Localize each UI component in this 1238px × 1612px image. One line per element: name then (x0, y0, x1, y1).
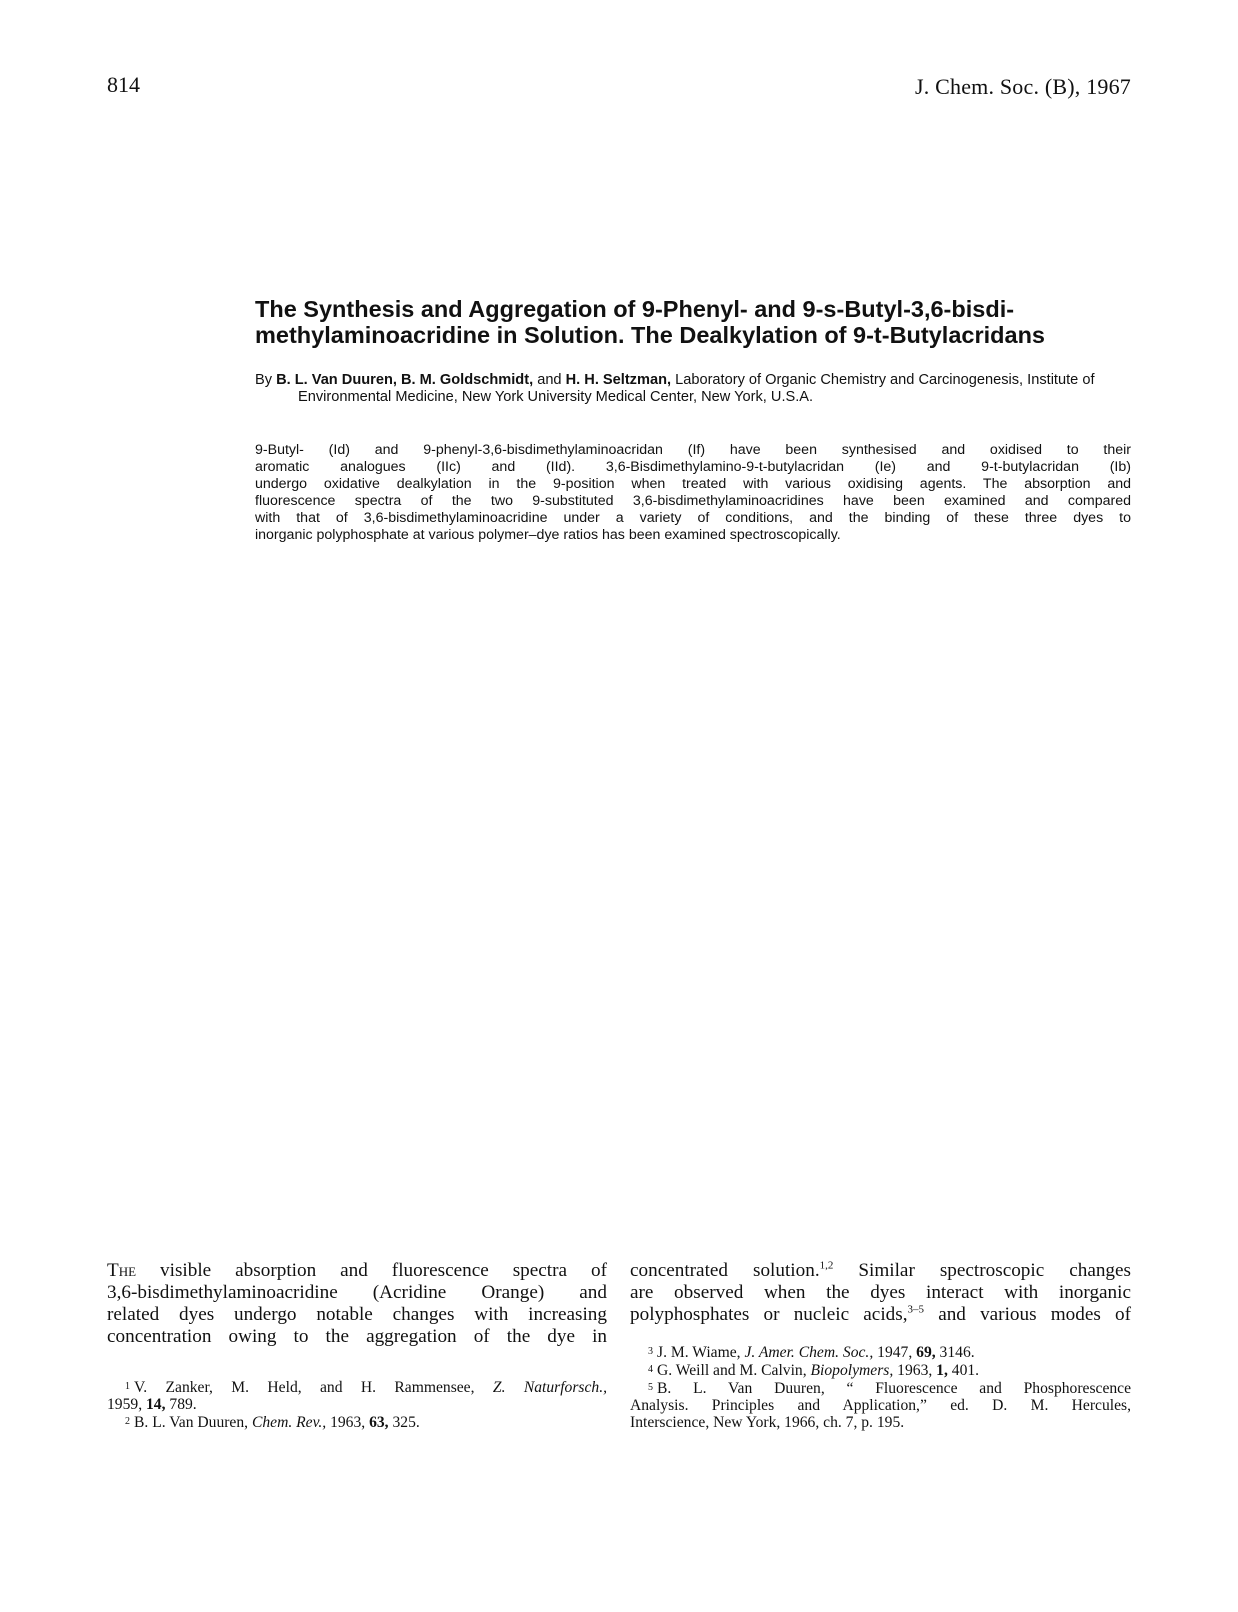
by-label: By (255, 372, 273, 388)
footnote-line: Interscience, New York, 1966, ch. 7, p. 195. (630, 1414, 905, 1431)
footnote-text: 3146. (939, 1344, 975, 1361)
footnote-line (630, 1379, 1131, 1397)
footnote-text: 1963, (897, 1362, 933, 1379)
footnote-number: 2 (125, 1416, 130, 1427)
footnotes-right (630, 1343, 1131, 1431)
volume: 14, (146, 1396, 166, 1413)
footnote-number: 5 (648, 1382, 653, 1393)
byline (255, 372, 1131, 406)
body-text: concentrated solution. (630, 1260, 820, 1281)
footnote-line (107, 1396, 607, 1413)
footnote-line (630, 1361, 1131, 1379)
volume: 1, (936, 1362, 948, 1379)
title-line-2: methylaminoacridine in Solution. The Dealkylation of 9-t-Butylacridans (255, 322, 1045, 348)
body-line: concentration owing to the aggregation of the dye in (107, 1326, 607, 1347)
body-line: related dyes undergo notable changes with increasing (107, 1304, 607, 1325)
footnote-line: Analysis. Principles and Application,” ed. D. M. Hercules, (630, 1397, 1131, 1414)
page-number: 814 (107, 72, 140, 97)
footnote-number: 3 (648, 1346, 653, 1357)
abstract-line: undergo oxidative dealkylation in the 9-position when treated with various oxidising agents. The absorption and (255, 476, 1131, 492)
footnote-text: 789. (169, 1396, 197, 1413)
body-text: and various modes of (924, 1304, 1131, 1325)
article-title (255, 296, 1135, 348)
journal-header: J. Chem. Soc. (B), 1967 (914, 74, 1131, 99)
abstract-line: fluorescence spectra of the two 9-substituted 3,6-bisdimethylaminoacridines have been examined and compared (255, 493, 1131, 509)
body-line: 3,6-bisdimethylaminoacridine (Acridine Orange) and (107, 1282, 607, 1303)
affiliation-text: Carcinogenesis, Institute of Environmental Medicine, New York University Medical Center, New York, (298, 372, 1095, 405)
body-line (107, 1260, 607, 1282)
footnote-text: 1963, (330, 1414, 366, 1431)
body-text: polyphosphates or nucleic acids, (630, 1304, 908, 1325)
author-affiliation (255, 372, 1131, 406)
footnote-number: 4 (648, 1364, 653, 1375)
abstract-line: inorganic polyphosphate at various polymer–dye ratios has been examined spectroscopically. (255, 527, 841, 543)
body-text: Similar spectroscopic changes (833, 1260, 1132, 1281)
journal-name: Biopolymers, (810, 1362, 894, 1379)
title-line-1: The Synthesis and Aggregation of 9-Phenyl- and 9-s-Butyl-3,6-bisdi- (255, 296, 1015, 322)
abstract-line: aromatic analogues (IIc) and (IId). 3,6-Bisdimethylamino-9-t-butylacridan (Ie) and 9-t-butylacridan (Ib) (255, 459, 1131, 475)
lead-word: The (107, 1260, 137, 1281)
journal-name: Z. Naturforsch., (492, 1379, 607, 1396)
reference-marker: 3–5 (907, 1303, 925, 1316)
footnote-line (107, 1378, 607, 1396)
journal-name: Chem. Rev., (251, 1414, 327, 1431)
affiliation-text: U.S.A. (770, 389, 814, 405)
author-name: B. L. Van Duuren, (276, 372, 397, 388)
footnote-text: 1959, (107, 1396, 143, 1413)
volume: 63, (369, 1414, 389, 1431)
author-name: B. M. Goldschmidt, (400, 372, 534, 388)
footnote-text: 325. (392, 1414, 420, 1431)
body-line (630, 1260, 1131, 1282)
body-line: are observed when the dyes interact with inorganic (630, 1282, 1131, 1303)
abstract-line: with that of 3,6-bisdimethylaminoacridine under a variety of conditions, and the binding of these three dyes to (255, 510, 1131, 526)
and-label: and (537, 372, 562, 388)
reference-marker: 1,2 (819, 1259, 834, 1272)
footnote-line (107, 1413, 607, 1431)
footnote-text: V. Zanker, M. Held, and H. Rammensee, (134, 1379, 475, 1396)
body-column-left (107, 1260, 607, 1348)
footnote-text: B. L. Van Duuren, “ Fluorescence and Phosphorescence (657, 1380, 1131, 1397)
footnote-text: B. L. Van Duuren, (134, 1414, 249, 1431)
footnote-text: G. Weill and M. Calvin, (657, 1362, 807, 1379)
abstract-line: 9-Butyl- (Id) and 9-phenyl-3,6-bisdimethylaminoacridan (If) have been synthesised and oxidised to their (255, 442, 1131, 458)
affiliation-text: Laboratory of Organic Chemistry and (675, 372, 915, 388)
author-name: H. H. Seltzman, (565, 372, 672, 388)
abstract (255, 442, 1131, 544)
footnotes-left (107, 1378, 607, 1431)
body-column-right (630, 1260, 1131, 1326)
body-text: visible absorption and fluorescence spectra of (160, 1260, 607, 1281)
body-line (630, 1304, 1131, 1326)
footnote-text: 1947, (877, 1344, 913, 1361)
footnote-number: 1 (125, 1381, 130, 1392)
footnote-text: J. M. Wiame, (657, 1344, 741, 1361)
volume: 69, (916, 1344, 936, 1361)
journal-name: J. Amer. Chem. Soc., (744, 1344, 874, 1361)
footnote-text: 401. (951, 1362, 980, 1379)
footnote-line (630, 1343, 1131, 1361)
